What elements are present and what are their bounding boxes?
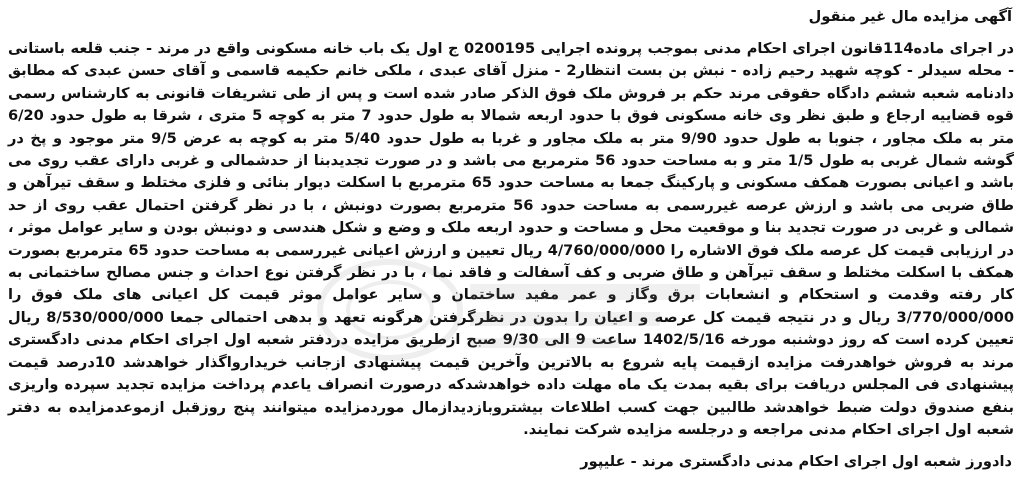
auction-notice xyxy=(8,6,1016,476)
notice-body: در اجرای ماده114قانون اجرای احکام مدنی بموجب پرونده اجرایی 0200195 ج اول یک باب خانه مسکونی واقع در مرند - جنب قلعه باستانی - محله سیدلر - کوچه شهید رحیم زاده - نبش بن بست انتظار2 - منزل آقای عبدی ، ملکی خانم حکیمه قاسمی و آقای حسن عبدی که مطابق دادنامه شعبه ششم دادگاه حقوقی مرند حکم بر فروش ملک فوق الذکر صادر شده است و پس از طی تشریفات قانونی به کارشناس رسمی قوه قضاییه ارجاع و طبق نظر وی خانه مسکونی فوق با حدود اربعه شمالا به طول حدود 7 متر به کوچه 5 متری ، شرقا به طول حدود 6/20 متر به ملک مجاور ، جنوبا به طول حدود 9/90 متر به ملک مجاور و غربا به طول حدود 5/40 متر به کوچه به عرض 9/5 متر موجود و پخ در گوشه شمال غربی به طول 1/5 متر و به مساحت حدود 56 مترمربع می باشد و در صورت تجدیدبنا از حدشمالی و غربی دارای عقب روی می باشد و اعیانی بصورت همکف مسکونی و پارکینگ جمعا به مساحت حدود 65 مترمربع با اسکلت دیوار بنائی و فلزی مختلط و سقف تیرآهن و طاق ضربی می باشد و ارزش عرصه غیررسمی به مساحت حدود 56 مترمربع بصورت دونبش ، با در نظر گرفتن احتمال عقب روی از حد شمالی و غربی در صورت تجدید بنا و موقعیت محل و مساحت و حدود اربعه ملک و وضع و شکل هندسی و دونبش بودن و سایر عوامل موثر ، در ارزیابی قیمت کل عرصه ملک فوق الاشاره را 4/760/000/000 ریال تعیین و ارزش اعیانی غیررسمی به مساحت حدود 65 مترمربع بصورت همکف با اسکلت مختلط و سقف تیرآهن و طاق ضربی و کف آسفالت و فاقد نما ، با در نظر گرفتن نوع احداث و جنس مصالح ساختمانی به کار رفته وقدمت و استحکام و انشعابات برق وگاز و عمر مفید ساختمان و سایر عوامل موثر قیمت کل اعیانی های ملک فوق را 3/770/000/000 ریال و در نتیجه قیمت کل عرصه و اعیان را بدون در نظرگرفتن هرگونه تعهد و بدهی احتمالی جمعا 8/530/000/000 ریال تعیین کرده است که روز دوشنبه مورخه 1402/5/16 ساعت 9 الی 9/30 صبح ازطریق مزایده دردفتر شعبه اول اجرای احکام مدنی دادگستری مرند به فروش خواهدرفت مزایده ازقیمت پایه شروع به بالاترین وآخرین قیمت پیشنهادی ازجانب خریدارواگذار خواهدشد 10درصد قیمت پیشنهادی فی المجلس دریافت برای بقیه بمدت یک ماه مهلت داده خواهدشدکه درصورت انصراف یاعدم پرداخت مزایده تجدید سپرده واریزی بنفع صندوق دولت ضبط خواهدشد طالبین جهت کسب اطلاعات بیشتروبازدیدازمال موردمزایده میتوانند پنج روزقبل ازموعدمزایده به دفتر شعبه اول اجرای احکام مدنی مراجعه و درجلسه مزایده شرکت نمایند. xyxy=(8,40,1015,438)
notice-title: آگهی مزایده مال غیر منقول xyxy=(808,8,1012,25)
notice-signature: دادورز شعبه اول اجرای احکام مدنی دادگستری مرند - علیپور xyxy=(580,453,1012,471)
